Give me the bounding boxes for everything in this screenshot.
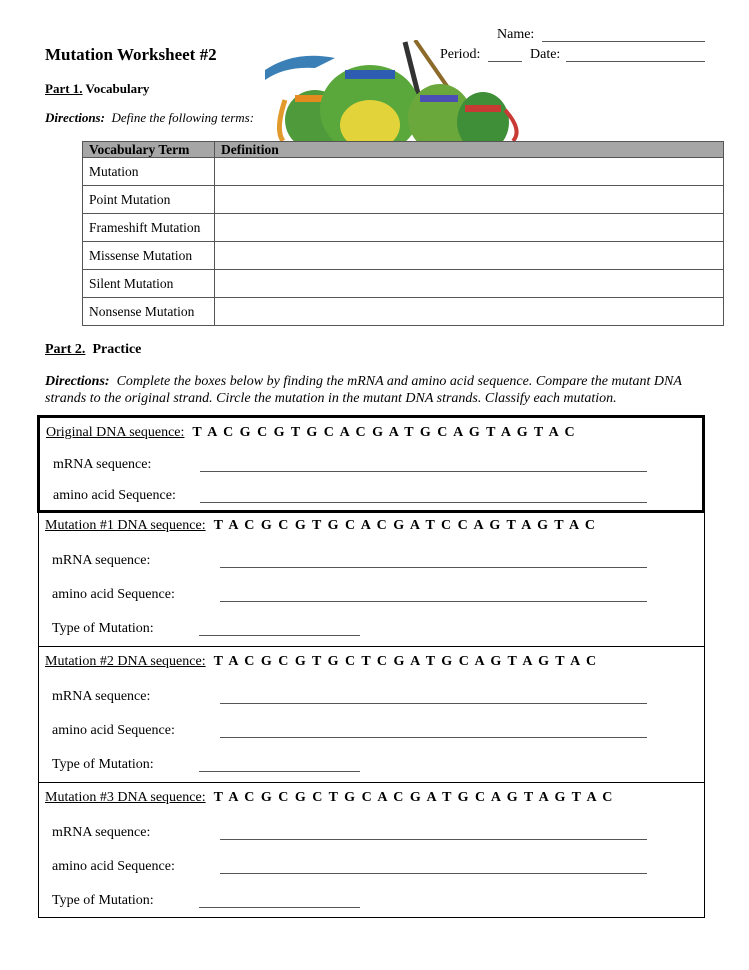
name-field[interactable]	[542, 27, 705, 42]
turtles-illustration	[255, 40, 525, 141]
mrna-field[interactable]	[220, 689, 647, 704]
definition-cell[interactable]	[215, 242, 724, 270]
mutation-3-box	[38, 782, 705, 918]
mutation-1-box	[38, 510, 705, 647]
sequence-header	[46, 425, 576, 441]
definition-cell[interactable]	[215, 214, 724, 242]
amino-label: amino acid Sequence:	[53, 488, 176, 503]
table-row	[83, 158, 724, 186]
name-label: Name:	[497, 27, 535, 42]
part1-heading	[45, 81, 149, 97]
table-row	[83, 186, 724, 214]
definition-cell[interactable]	[215, 158, 724, 186]
sequence-label: Mutation #2 DNA sequence:	[45, 654, 206, 669]
amino-field[interactable]	[220, 723, 647, 738]
part2-title: Practice	[92, 342, 142, 357]
sequence-label: Original DNA sequence:	[46, 425, 185, 440]
table-row	[83, 214, 724, 242]
term: Mutation	[83, 158, 215, 186]
amino-field[interactable]	[200, 488, 647, 503]
term: Missense Mutation	[83, 242, 215, 270]
mrna-field[interactable]	[200, 457, 647, 472]
sequence-label: Mutation #1 DNA sequence:	[45, 518, 206, 533]
part1-directions	[45, 110, 254, 126]
table-row	[83, 270, 724, 298]
amino-label: amino acid Sequence:	[52, 859, 175, 874]
vocabulary-table	[82, 141, 724, 326]
header-term: Vocabulary Term	[83, 142, 215, 158]
page-title: Mutation Worksheet #2	[45, 45, 217, 64]
date-field[interactable]	[566, 47, 705, 62]
term: Frameshift Mutation	[83, 214, 215, 242]
mrna-label: mRNA sequence:	[52, 689, 151, 704]
dna-sequence: T A C G C G T G C A C G A T C C A G T A G T A C	[213, 518, 597, 533]
type-label: Type of Mutation:	[52, 621, 154, 636]
amino-label: amino acid Sequence:	[52, 587, 175, 602]
table-row	[83, 298, 724, 326]
part1-title: Vocabulary	[82, 81, 150, 96]
mutation-2-box	[38, 646, 705, 783]
mrna-field[interactable]	[220, 825, 647, 840]
table-header-row	[83, 142, 724, 158]
directions-label: Directions:	[45, 110, 105, 125]
amino-field[interactable]	[220, 587, 647, 602]
amino-label: amino acid Sequence:	[52, 723, 175, 738]
sequence-label: Mutation #3 DNA sequence:	[45, 790, 206, 805]
mrna-field[interactable]	[220, 553, 647, 568]
original-sequence-box	[37, 415, 705, 513]
mrna-label: mRNA sequence:	[52, 553, 151, 568]
type-label: Type of Mutation:	[52, 893, 154, 908]
amino-field[interactable]	[220, 859, 647, 874]
sequence-header	[45, 518, 597, 534]
type-field[interactable]	[199, 621, 360, 636]
header-definition: Definition	[215, 142, 724, 158]
mrna-label: mRNA sequence:	[53, 457, 152, 472]
term: Nonsense Mutation	[83, 298, 215, 326]
part2-heading	[45, 342, 141, 358]
mrna-label: mRNA sequence:	[52, 825, 151, 840]
directions-text: Complete the boxes below by finding the mRNA and amino acid sequence. Compare the mutant DNA strands to the original strand. Circle the mutation in the mutant DNA strands. Classify each mutation.	[45, 374, 682, 406]
dna-sequence: T A C G C G T G C T C G A T G C A G T A G T A C	[213, 654, 598, 669]
term: Point Mutation	[83, 186, 215, 214]
part2-directions	[45, 373, 715, 407]
definition-cell[interactable]	[215, 270, 724, 298]
dna-sequence: T A C G C G C T G C A C G A T G C A G T A G T A C	[213, 790, 614, 805]
term: Silent Mutation	[83, 270, 215, 298]
definition-cell[interactable]	[215, 186, 724, 214]
sequence-header	[45, 790, 614, 806]
directions-text: Define the following terms:	[111, 110, 255, 125]
part2-number: Part 2.	[45, 342, 86, 357]
dna-sequence: T A C G C G T G C A C G A T G C A G T A G T A C	[192, 425, 577, 440]
table-row	[83, 242, 724, 270]
date-label: Date:	[530, 47, 561, 62]
type-field[interactable]	[199, 893, 360, 908]
type-label: Type of Mutation:	[52, 757, 154, 772]
directions-label: Directions:	[45, 374, 110, 389]
period-label: Period:	[440, 47, 481, 62]
sequence-header	[45, 654, 598, 670]
part1-number: Part 1.	[45, 81, 83, 96]
definition-cell[interactable]	[215, 298, 724, 326]
type-field[interactable]	[199, 757, 360, 772]
